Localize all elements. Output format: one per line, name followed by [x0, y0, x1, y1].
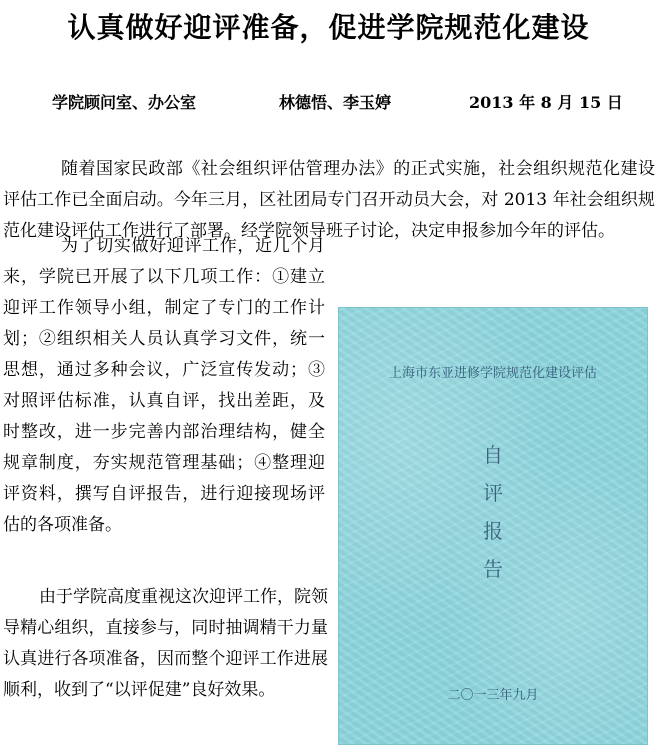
- cover-date: 二〇一三年九月: [447, 688, 539, 703]
- byline-authors: 林德悟、李玉婷: [279, 93, 392, 112]
- paragraph-1: 随着国家民政部《社会组织评估管理办法》的正式实施，社会组织规范化建设评估工作已全面启动。今年三月，区社团局专门召开动员大会，对 2013 年社会组织规范化建设评估工作进行了部署。经学院领导班子讨论，决定申报参加今年的评估。: [3, 159, 655, 241]
- cover-title-char: 自: [483, 443, 503, 467]
- paragraph-2: 为了切实做好迎评工作，近几个月来，学院已开展了以下几项工作：①建立迎评工作领导小组，制定了专门的工作计划；②组织相关人员认真学习文件，统一思想，通过多种会议，广泛宣传发动；③对照评估标准，认真自评，找出差距，及时整改，进一步完善内部治理结构，健全规章制度，夯实规范管理基础；④整理迎评资料，撰写自评报告，进行迎接现场评估的各项准备。: [3, 236, 325, 535]
- byline-date: 2013 年 8 月 15 日: [469, 93, 623, 112]
- paragraph-3: 由于学院高度重视这次迎评工作，院领导精心组织，直接参与，同时抽调精干力量认真进行各项准备，因而整个迎评工作进展顺利，收到了“以评促建”良好效果。: [3, 587, 328, 700]
- byline-org: 学院顾问室、办公室: [52, 93, 197, 112]
- cover-title-char: 评: [483, 481, 503, 505]
- cover-title-char: 报: [483, 519, 503, 543]
- cover-title-char: 告: [483, 557, 503, 581]
- report-cover-image: [338, 307, 648, 745]
- article-title: 认真做好迎评准备，促进学院规范化建设: [67, 11, 590, 44]
- cover-org-line: 上海市东亚进修学院规范化建设评估: [388, 366, 597, 381]
- cover-title: [339, 436, 647, 588]
